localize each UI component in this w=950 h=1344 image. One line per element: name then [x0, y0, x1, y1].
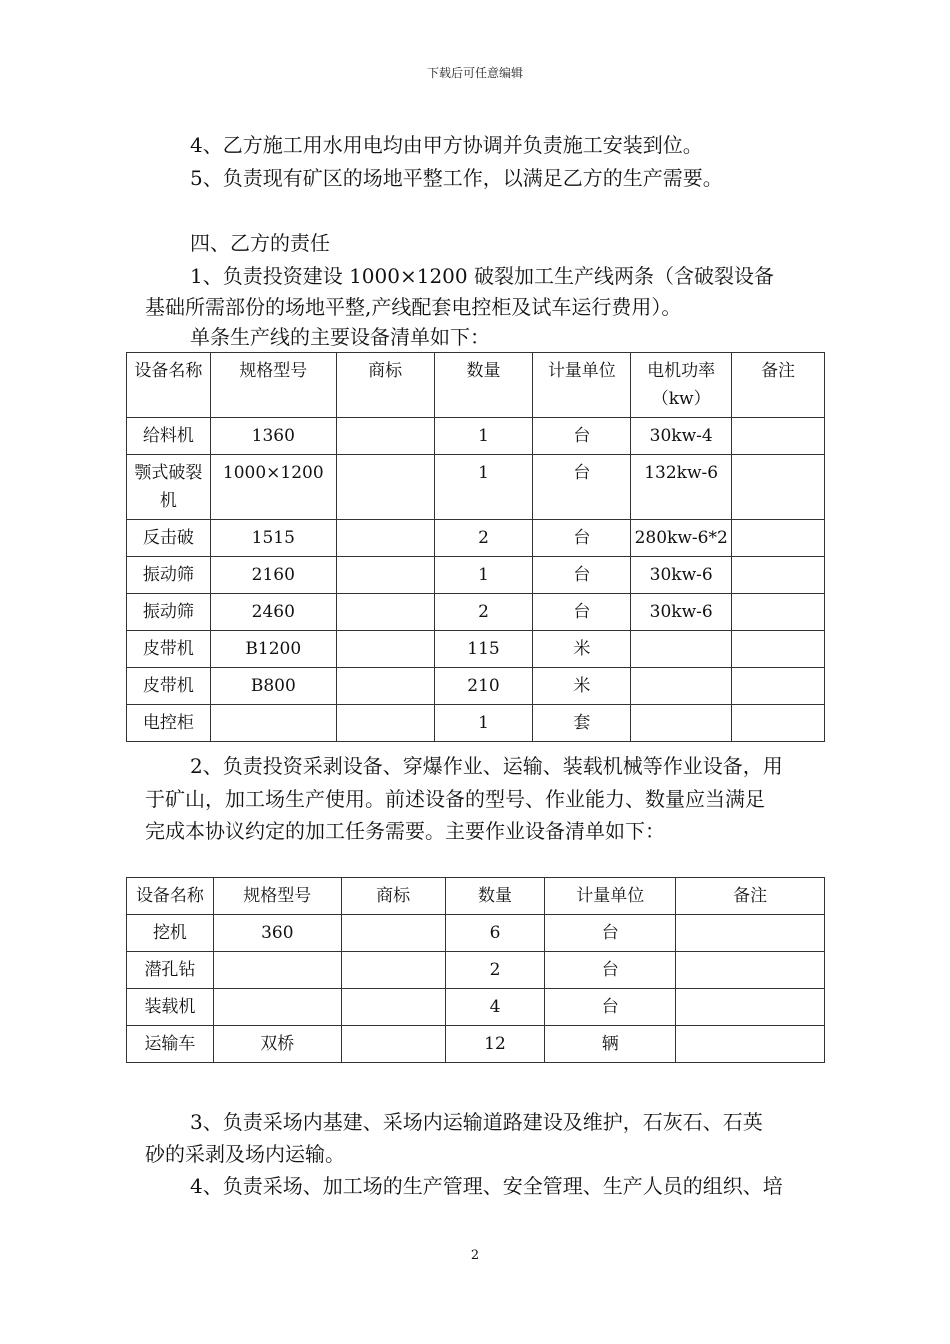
cell: 台 — [533, 455, 631, 520]
cell: 台 — [545, 989, 676, 1026]
cell: 1 — [434, 557, 533, 594]
cell: 30kw-6 — [631, 594, 732, 631]
header-cell: 设备名称 — [127, 878, 214, 915]
cell: 1360 — [210, 418, 336, 455]
cell: 台 — [533, 520, 631, 557]
header-cell: 备注 — [732, 353, 825, 418]
cell: 360 — [213, 915, 341, 952]
cell — [631, 631, 732, 668]
cell: 台 — [533, 557, 631, 594]
cell: 1 — [434, 705, 533, 742]
header-cell: 备注 — [676, 878, 825, 915]
header-cell: 数量 — [445, 878, 545, 915]
cell: 2 — [445, 952, 545, 989]
cell — [676, 989, 825, 1026]
paragraph-line: 4、负责采场、加工场的生产管理、安全管理、生产人员的组织、培 — [190, 1174, 783, 1198]
cell: 2160 — [210, 557, 336, 594]
cell: 给料机 — [127, 418, 211, 455]
cell — [213, 952, 341, 989]
cell: 潜孔钻 — [127, 952, 214, 989]
cell: 电控柜 — [127, 705, 211, 742]
cell — [210, 705, 336, 742]
cell: 台 — [545, 952, 676, 989]
cell: 台 — [545, 915, 676, 952]
cell: 振动筛 — [127, 557, 211, 594]
equipment-table-2 — [126, 877, 825, 1063]
cell: 反击破 — [127, 520, 211, 557]
paragraph-line: 4、乙方施工用水用电均由甲方协调并负责施工安装到位。 — [190, 133, 703, 157]
cell: B800 — [210, 668, 336, 705]
table-row — [127, 418, 825, 455]
paragraph-line: 于矿山，加工场生产使用。前述设备的型号、作业能力、数量应当满足 — [145, 787, 765, 811]
table-row — [127, 915, 825, 952]
cell: 132kw-6 — [631, 455, 732, 520]
cell — [213, 989, 341, 1026]
cell — [341, 915, 445, 952]
section-title: 四、乙方的责任 — [190, 231, 330, 255]
cell: 皮带机 — [127, 668, 211, 705]
cell: 1 — [434, 455, 533, 520]
table-row — [127, 520, 825, 557]
cell: 振动筛 — [127, 594, 211, 631]
paragraph-line: 1、负责投资建设 1000×1200 破裂加工生产线两条（含破裂设备 — [190, 264, 774, 288]
cell — [341, 989, 445, 1026]
header-cell: 电机功率（kw） — [631, 353, 732, 418]
paragraph-line: 3、负责采场内基建、采场内运输道路建设及维护，石灰石、石英 — [190, 1110, 763, 1134]
cell: 12 — [445, 1026, 545, 1063]
cell — [341, 952, 445, 989]
paragraph-line: 基础所需部份的场地平整,产线配套电控柜及试车运行费用）。 — [145, 295, 682, 319]
cell — [676, 1026, 825, 1063]
paragraph-line: 2、负责投资采剥设备、穿爆作业、运输、装载机械等作业设备，用 — [190, 754, 783, 778]
cell — [631, 705, 732, 742]
cell: 4 — [445, 989, 545, 1026]
cell — [732, 418, 825, 455]
equipment-table-1 — [126, 352, 825, 742]
header-cell: 数量 — [434, 353, 533, 418]
paragraph-line: 完成本协议约定的加工任务需要。主要作业设备清单如下： — [145, 819, 665, 843]
cell: 套 — [533, 705, 631, 742]
cell — [336, 455, 434, 520]
table-header-row — [127, 878, 825, 915]
cell — [732, 668, 825, 705]
cell — [336, 594, 434, 631]
cell: 台 — [533, 418, 631, 455]
cell — [676, 952, 825, 989]
cell — [732, 520, 825, 557]
header-cell: 设备名称 — [127, 353, 211, 418]
header-cell: 规格型号 — [210, 353, 336, 418]
cell: B1200 — [210, 631, 336, 668]
cell — [732, 455, 825, 520]
header-cell: 计量单位 — [545, 878, 676, 915]
table-row — [127, 989, 825, 1026]
cell — [336, 668, 434, 705]
cell: 115 — [434, 631, 533, 668]
paragraph-line: 单条生产线的主要设备清单如下： — [190, 325, 490, 349]
cell: 运输车 — [127, 1026, 214, 1063]
cell: 1 — [434, 418, 533, 455]
cell — [732, 557, 825, 594]
cell — [732, 594, 825, 631]
header-cell: 商标 — [341, 878, 445, 915]
cell: 30kw-6 — [631, 557, 732, 594]
table-row — [127, 705, 825, 742]
cell — [676, 915, 825, 952]
cell: 2460 — [210, 594, 336, 631]
table-row — [127, 557, 825, 594]
cell: 6 — [445, 915, 545, 952]
cell: 装载机 — [127, 989, 214, 1026]
cell: 1000×1200 — [210, 455, 336, 520]
cell: 2 — [434, 594, 533, 631]
table-header-row — [127, 353, 825, 418]
table-row — [127, 455, 825, 520]
cell — [336, 557, 434, 594]
cell: 30kw-4 — [631, 418, 732, 455]
paragraph-line: 砂的采剥及场内运输。 — [145, 1142, 345, 1166]
cell: 辆 — [545, 1026, 676, 1063]
table-row — [127, 952, 825, 989]
header-cell: 规格型号 — [213, 878, 341, 915]
header-cell: 计量单位 — [533, 353, 631, 418]
cell — [336, 520, 434, 557]
cell — [732, 631, 825, 668]
cell: 双桥 — [213, 1026, 341, 1063]
cell: 1515 — [210, 520, 336, 557]
paragraph-line: 5、负责现有矿区的场地平整工作，以满足乙方的生产需要。 — [190, 166, 723, 190]
cell: 280kw-6*2 — [631, 520, 732, 557]
table-row — [127, 594, 825, 631]
cell: 挖机 — [127, 915, 214, 952]
cell — [732, 705, 825, 742]
table-row — [127, 1026, 825, 1063]
page-header: 下载后可任意编辑 — [426, 66, 523, 80]
cell: 台 — [533, 594, 631, 631]
table-row — [127, 631, 825, 668]
cell — [336, 705, 434, 742]
cell: 米 — [533, 668, 631, 705]
cell — [341, 1026, 445, 1063]
cell: 210 — [434, 668, 533, 705]
table-row — [127, 668, 825, 705]
cell: 皮带机 — [127, 631, 211, 668]
cell — [336, 631, 434, 668]
page-number: 2 — [470, 1248, 480, 1263]
cell: 颚式破裂机 — [127, 455, 211, 520]
cell — [631, 668, 732, 705]
header-cell: 商标 — [336, 353, 434, 418]
cell: 米 — [533, 631, 631, 668]
cell — [336, 418, 434, 455]
cell: 2 — [434, 520, 533, 557]
